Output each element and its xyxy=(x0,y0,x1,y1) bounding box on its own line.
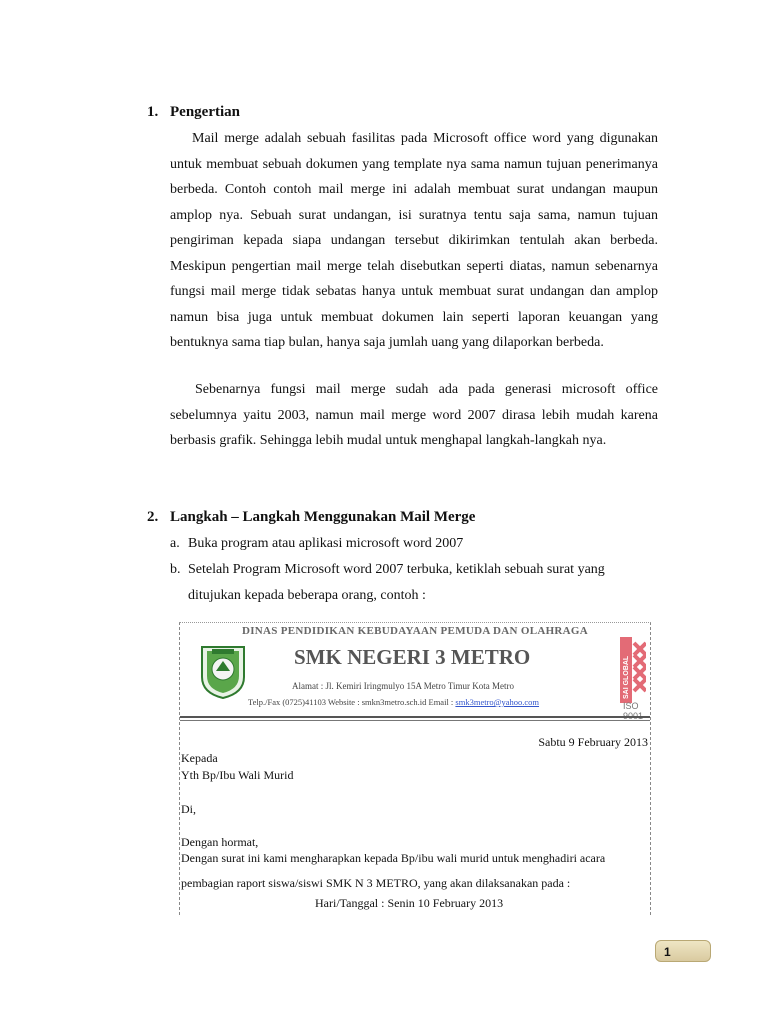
section-1-paragraph-1-text: Mail merge adalah sebuah fasilitas pada Microsoft office word yang digunakan untuk membuat sebuah dokumen yang template nya sama namun tujuan penerimanya berbeda. Contoh contoh mail merge ini adalah membuat surat undangan maupun amplop nya. Sebuah surat undangan, isi suratnya tentu saja sama, namun tujuan pengiriman kepada siapa undangan tersebut dikirimkan tentulah akan berbeda. Meskipun pengertian mail merge telah disebutkan seperti diatas, namun sebenarnya fungsi mail merge tidak sebatas hanya untuk membuat surat undangan dan amplop namun bisa juga untuk membuat dokumen lain seperti laporan keuangan yang bentuknya sama tiap bulan, hanya saja jumlah uang yang dilaporkan berbeda. xyxy=(170,131,658,350)
letter-kepada: Kepada xyxy=(181,751,218,765)
letter-di: Di, xyxy=(181,802,196,816)
list-item xyxy=(170,531,660,557)
section-2-heading xyxy=(147,509,475,526)
letterhead-agency: DINAS PENDIDIKAN KEBUDAYAAN PEMUDA DAN OLAHRAGA xyxy=(241,625,589,637)
section-1-paragraph-2-text: Sebenarnya fungsi mail merge sudah ada pada generasi microsoft office sebelumnya yaitu 2003, namun mail merge word 2007 dirasa lebih mudah karena berbasis grafik. Sehingga lebih mudal untuk menghapal langkah-langkah nya. xyxy=(170,382,658,448)
letterhead-address: Alamat : Jl. Kemiri Iringmulyo 15A Metro Timur Kota Metro xyxy=(292,681,514,691)
certification-badge-icon xyxy=(620,637,646,707)
list-item-continuation: ditujukan kepada beberapa orang, contoh : xyxy=(188,587,426,603)
letterhead-divider xyxy=(180,720,650,721)
section-1-title: Pengertian xyxy=(170,104,240,120)
letterhead-contact-text: Telp./Fax (0725)41103 Website : smkn3metro.sch.id Email : xyxy=(248,697,456,707)
letterhead-divider xyxy=(180,716,650,718)
section-2-number: 2. xyxy=(147,509,159,525)
list-marker: a. xyxy=(170,536,180,551)
letterhead-contact xyxy=(248,697,539,707)
letter-event: Hari/Tanggal : Senin 10 February 2013 xyxy=(315,896,504,910)
list-item-text: Setelah Program Microsoft word 2007 terbuka, ketiklah sebuah surat yang xyxy=(188,562,605,577)
list-item xyxy=(170,557,660,608)
letterhead-school-name: SMK NEGERI 3 METRO xyxy=(294,645,531,669)
section-1-heading xyxy=(147,104,240,121)
section-1-number: 1. xyxy=(147,104,159,120)
section-1-paragraph-1 xyxy=(170,126,658,356)
list-item-text: Buka program atau aplikasi microsoft word 2007 xyxy=(188,536,464,551)
letter-body-line-2: pembagian raport siswa/siswi SMK N 3 METRO, yang akan dilaksanakan pada : xyxy=(181,876,571,890)
page-number: 1 xyxy=(655,940,711,962)
letterhead-email-link: smk3metro@yahoo.com xyxy=(455,697,540,707)
section-1-paragraph-2 xyxy=(170,377,658,454)
section-2-title: Langkah – Langkah Menggunakan Mail Merge xyxy=(170,509,476,525)
letter-recipient: Yth Bp/Ibu Wali Murid xyxy=(181,768,294,782)
certification-badge-text: SAI GLOBAL xyxy=(623,655,630,699)
school-logo-icon xyxy=(198,641,248,699)
list-marker: b. xyxy=(170,562,181,577)
letter-greeting: Dengan hormat, xyxy=(181,835,259,849)
iso-label: ISO 9001 xyxy=(623,701,644,721)
letter-date: Sabtu 9 February 2013 xyxy=(538,735,648,749)
letter-example-image xyxy=(179,622,651,915)
letter-body-line-1: Dengan surat ini kami mengharapkan kepada Bp/ibu wali murid untuk menghadiri acara xyxy=(181,851,606,865)
